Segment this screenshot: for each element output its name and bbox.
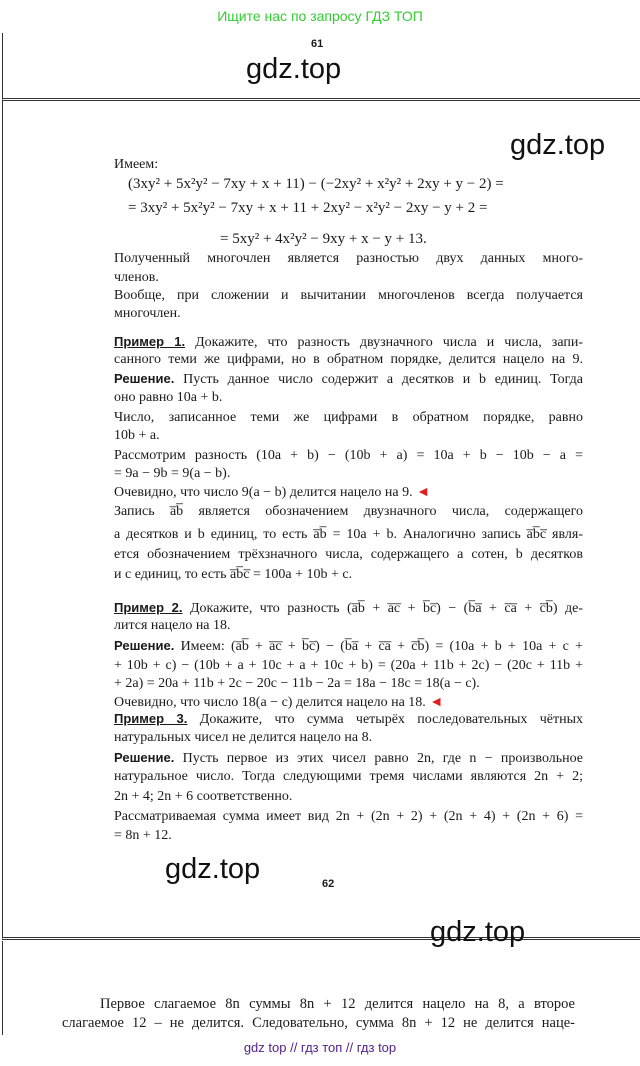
watermark: gdz.top — [246, 53, 342, 85]
example-label: Пример 3. — [114, 711, 188, 726]
text-line: Число, записанное теми же цифрами в обратном порядке, равно — [114, 410, 583, 425]
text-line: a десятков и b единиц, то есть a̅b̅ = 10a + b. Аналогично запись a̅b̅c̅ явля- — [114, 527, 583, 542]
text-line — [114, 484, 583, 502]
text: Докажите, что разность двузначного числа и числа, запи- — [195, 335, 583, 350]
text-line: многочлен. — [114, 306, 181, 321]
search-banner: Ищите нас по запросу ГДЗ ТОП — [217, 8, 423, 24]
text-line: Рассматриваемая сумма имеет вид 2n + (2n + 2) + (2n + 4) + (2n + 6) = — [114, 809, 583, 824]
text: Докажите, что сумма четырёх последовательных чётных — [199, 712, 583, 727]
text-line: Первое слагаемое 8n суммы 8n + 12 делится нацело на 8, а второе — [100, 996, 575, 1012]
solution-line — [114, 637, 583, 655]
text-line: 2n + 4; 2n + 6 соответственно. — [114, 789, 293, 804]
example-3-line — [114, 710, 583, 728]
text: Пусть данное число содержит a десятков и b единиц. Тогда — [183, 372, 583, 387]
text: Очевидно, что число 18(a − c) делится нацело на 18. — [114, 695, 426, 710]
text-line: ется обозначением трёхзначного числа, содержащего a сотен, b десятков — [114, 547, 583, 562]
text-line: Вообще, при сложении и вычитании многочленов всегда получается — [114, 288, 583, 303]
watermark: gdz.top — [165, 853, 261, 885]
footer-links: gdz top // гдз топ // гдз top — [243, 1040, 397, 1055]
page-number: 61 — [311, 38, 324, 50]
watermark: gdz.top — [510, 129, 606, 161]
example-label: Пример 2. — [114, 600, 183, 615]
text-line: и c единиц, то есть a̅b̅c̅ = 100a + 10b + c. — [114, 567, 353, 582]
page-number: 62 — [322, 878, 335, 890]
text-line: + 2a) = 20a + 11b + 2c − 20c − 11b − 2a = 18a − 18c = 18(a − c). — [114, 676, 480, 691]
equation-line: = 3xy² + 5x²y² − 7xy + x + 11 + 2xy² − x²y² − 2xy − y + 2 = — [128, 200, 488, 216]
solution-line — [114, 370, 583, 388]
text: Докажите, что разность (a̅b̅ + a̅c̅ + b̅c̅) − (b̅a̅ + c̅a̅ + c̅b̅) де- — [189, 601, 583, 616]
text: Очевидно, что число 9(a − b) делится нацело на 9. — [114, 485, 413, 500]
text: Имеем: (a̅b̅ + a̅c̅ + b̅c̅) − (b̅a̅ + c̅a̅ + c̅b̅) = (10a + b + 10a + c + — [180, 639, 583, 654]
end-of-proof-icon: ◄ — [416, 485, 430, 500]
text-line: = 8n + 12. — [114, 828, 172, 843]
text-line: 10b + a. — [114, 428, 160, 443]
solution-label: Решение. — [114, 371, 175, 386]
text-line: Рассмотрим разность (10a + b) − (10b + a) = 10a + b − 10b − a = — [114, 448, 583, 463]
equation-line: = 5xy² + 4x²y² − 9xy + x − y + 13. — [220, 231, 427, 247]
example-1-line — [114, 333, 583, 351]
text-line: Имеем: — [114, 157, 159, 172]
text-line: + 10b + c) − (10b + a + 10c + a + 10c + b) = (20a + 11b + 2c) − (20c + 11b + — [114, 658, 583, 673]
end-of-proof-icon: ◄ — [429, 695, 444, 710]
solution-label: Решение. — [114, 638, 175, 653]
solution-line — [114, 749, 583, 767]
text: Пусть первое из этих чисел равно 2n, где n − произвольное — [182, 751, 584, 766]
example-2-line — [114, 599, 583, 617]
watermark: gdz.top — [430, 916, 526, 948]
text-line: натуральных чисел не делится нацело на 8. — [114, 730, 373, 745]
text-line: лится нацело на 18. — [114, 618, 231, 633]
text-line: Запись a̅b̅ является обозначением двузначного числа, содержащего — [114, 504, 583, 519]
text-line: членов. — [114, 270, 159, 285]
text-line: оно равно 10a + b. — [114, 390, 223, 405]
solution-label: Решение. — [114, 750, 175, 765]
text-line: санного теми же цифрами, но в обратном порядке, делится нацело на 9. — [114, 352, 583, 367]
equation-line: (3xy² + 5x²y² − 7xy + x + 11) − (−2xy² + x²y² + 2xy + y − 2) = — [128, 176, 504, 192]
text-line: натуральное число. Тогда следующими тремя числами являются 2n + 2; — [114, 769, 583, 784]
example-label: Пример 1. — [114, 334, 186, 349]
text-line: = 9a − 9b = 9(a − b). — [114, 466, 231, 481]
text-line: Полученный многочлен является разностью двух данных много- — [114, 251, 583, 266]
text-line: слагаемое 12 – не делится. Следовательно, сумма 8n + 12 не делится наце- — [62, 1015, 575, 1031]
